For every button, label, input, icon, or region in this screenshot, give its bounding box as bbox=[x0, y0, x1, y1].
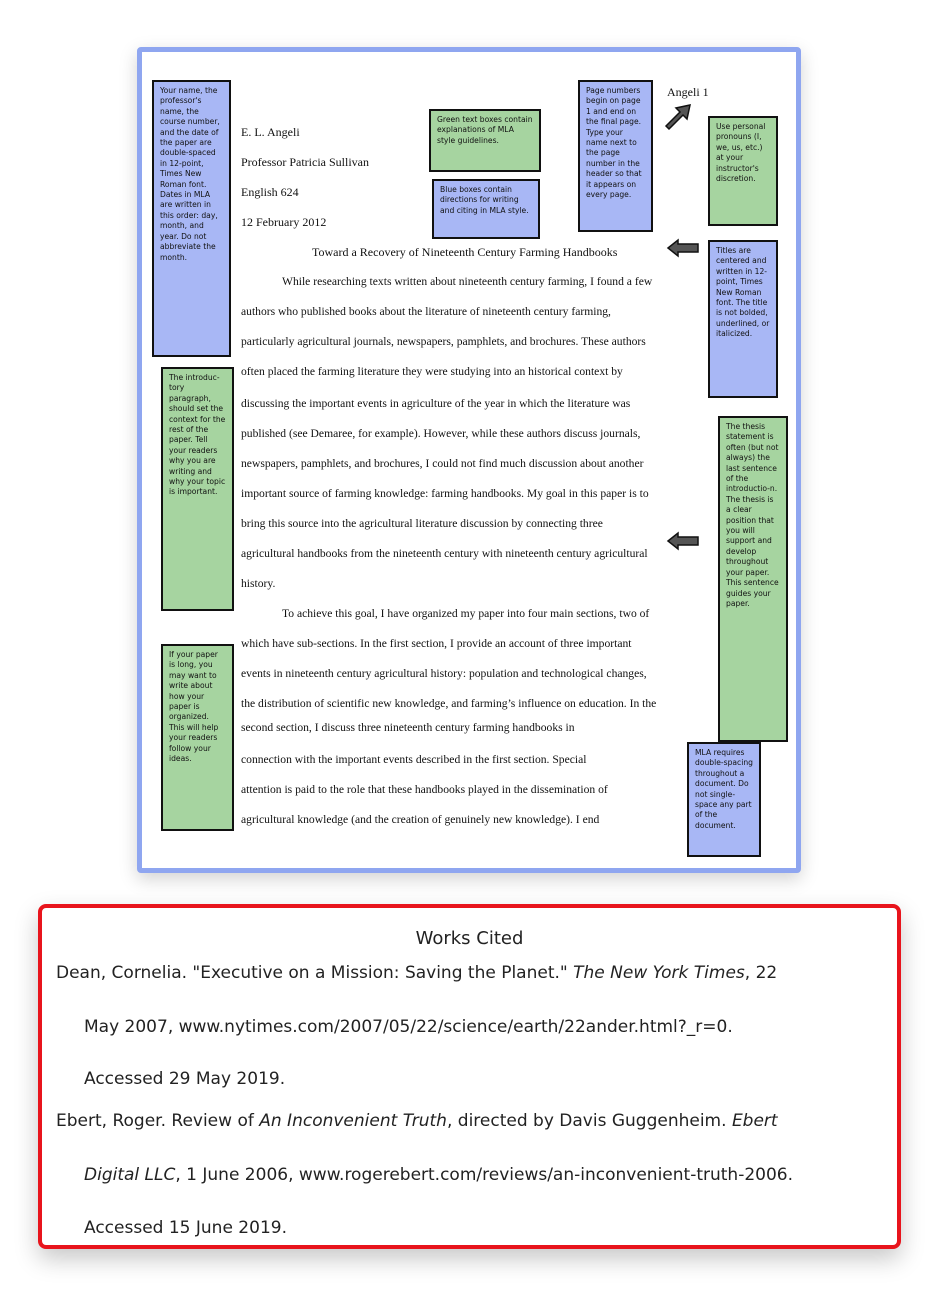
works-cited-panel bbox=[38, 904, 901, 1249]
page-numbers-note: Page numbers begin on page 1 and end on the final page. Type your name next to the page number in the header so that it appears on every page. bbox=[578, 80, 653, 232]
body-line: second section, I discuss three nineteenth century farming handbooks in bbox=[241, 721, 575, 734]
body-line: To achieve this goal, I have organized my paper into four main sections, two of bbox=[282, 607, 650, 620]
mla-sample-page bbox=[137, 47, 801, 873]
organized-note: If your paper is long, you may want to write about how your paper is organized. This will help your readers follow your ideas. bbox=[161, 644, 234, 831]
pronouns-note: Use personal pronouns (I, we, us, etc.) at your instructor's discretion. bbox=[708, 116, 778, 226]
body-line: which have sub-sections. In the first section, I provide an account of three important bbox=[241, 637, 632, 650]
body-line: events in nineteenth century agricultural history: population and technological changes, bbox=[241, 667, 647, 680]
citation-line: Digital LLC, 1 June 2006, www.rogerebert.com/reviews/an-inconvenient-truth-2006. bbox=[84, 1165, 793, 1185]
body-line: important source of farming knowledge: farming handbooks. My goal in this paper is to bbox=[241, 487, 649, 500]
body-line: newspapers, pamphlets, and brochures, I could not find much discussion about another bbox=[241, 457, 644, 470]
citation-line: May 2007, www.nytimes.com/2007/05/22/science/earth/22ander.html?_r=0. bbox=[84, 1017, 733, 1037]
body-line: agricultural knowledge (and the creation of genuinely new knowledge). I end bbox=[241, 813, 600, 826]
body-line: discussing the important events in agriculture of the year in which the literature was bbox=[241, 397, 631, 410]
blue-legend-note: Blue boxes contain directions for writing and citing in MLA style. bbox=[432, 179, 540, 239]
heading-professor: Professor Patricia Sullivan bbox=[241, 155, 369, 169]
body-line: published (see Demaree, for example). However, while these authors discuss journals, bbox=[241, 427, 641, 440]
body-line: bring this source into the agricultural literature discussion by connecting three bbox=[241, 517, 603, 530]
thesis-note: The thesis statement is often (but not always) the last sentence of the introductio-n. The thesis is a clear position that you will support and develop throughout your paper. This sentence guides your paper. bbox=[718, 416, 788, 742]
works-cited-heading: Works Cited bbox=[415, 928, 524, 949]
citation-line: Dean, Cornelia. "Executive on a Mission: Saving the Planet." The New York Times, 22 bbox=[56, 963, 778, 983]
citation-line: Accessed 29 May 2019. bbox=[84, 1069, 286, 1089]
name-note: Your name, the professor's name, the course number, and the date of the paper are double-spaced in 12-point, Times New Roman font. Dates in MLA are written in this order: day, month, and year. Do not abbreviate the month. bbox=[152, 80, 231, 357]
arrow-up-right-icon bbox=[662, 102, 696, 132]
double-spacing-note: MLA requires double-spacing throughout a document. Do not single-space any part of the document. bbox=[687, 742, 761, 857]
paper-title: Toward a Recovery of Nineteenth Century Farming Handbooks bbox=[312, 245, 618, 259]
heading-course: English 624 bbox=[241, 185, 299, 199]
body-line: connection with the important events described in the first section. Special bbox=[241, 753, 587, 766]
citation-line: Ebert, Roger. Review of An Inconvenient Truth, directed by Davis Guggenheim. Ebert bbox=[56, 1111, 778, 1131]
body-line: attention is paid to the role that these handbooks played in the dissemination of bbox=[241, 783, 608, 796]
body-line: authors who published books about the literature of nineteenth century farming, bbox=[241, 305, 611, 318]
body-line: particularly agricultural journals, newspapers, pamphlets, and brochures. These authors bbox=[241, 335, 646, 348]
body-line: agricultural handbooks from the nineteenth century with nineteenth century agricultural bbox=[241, 547, 648, 560]
heading-date: 12 February 2012 bbox=[241, 215, 327, 229]
arrow-left-icon bbox=[666, 238, 700, 258]
intro-note: The introduc-tory paragraph, should set the context for the rest of the paper. Tell your readers why you are writing and why your topic is important. bbox=[161, 367, 234, 611]
body-line: the distribution of scientific new knowledge, and farming’s influence on education. In the bbox=[241, 697, 657, 710]
body-line: While researching texts written about nineteenth century farming, I found a few bbox=[282, 275, 653, 288]
arrow-left-icon bbox=[666, 531, 700, 551]
page-header: Angeli 1 bbox=[667, 85, 709, 99]
body-line: often placed the farming literature they were studying into an historical context by bbox=[241, 365, 623, 378]
heading-name: E. L. Angeli bbox=[241, 125, 300, 139]
green-legend-note: Green text boxes contain explanations of MLA style guidelines. bbox=[429, 109, 541, 172]
citation-line: Accessed 15 June 2019. bbox=[84, 1218, 287, 1238]
body-line: history. bbox=[241, 577, 276, 590]
titles-note: Titles are centered and written in 12-point, Times New Roman font. The title is not bolded, underlined, or italicized. bbox=[708, 240, 778, 398]
